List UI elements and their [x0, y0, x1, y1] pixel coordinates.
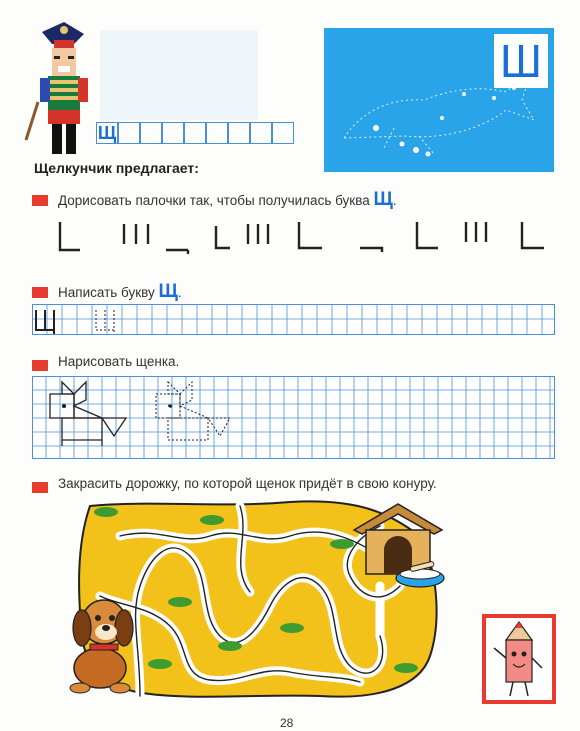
task-4-text: [58, 476, 437, 491]
task-1-suffix: .: [392, 193, 397, 208]
nutcracker-illustration: [24, 22, 104, 162]
letter-box-empty[interactable]: [162, 122, 184, 144]
puppy-icon: [60, 584, 140, 696]
nutcracker-icon: [24, 22, 104, 162]
pencil-character-icon: [486, 618, 552, 700]
task-2-letter: Щ: [158, 281, 178, 302]
letter-box-empty[interactable]: [140, 122, 162, 144]
task-marker: [32, 360, 48, 371]
puppy-drawing-grid[interactable]: [32, 376, 556, 460]
strokes-exercise[interactable]: [54, 218, 554, 254]
letter-box-row: [96, 122, 294, 146]
page-subtitle: Щелкунчик предлагает:: [34, 160, 199, 176]
letter-card: [324, 28, 554, 172]
task-2-suffix: .: [177, 285, 182, 300]
task-marker: [32, 287, 48, 298]
letter-sample: Щ: [97, 122, 117, 143]
letter-box-empty[interactable]: [250, 122, 272, 144]
card-letter: Ш: [499, 35, 543, 87]
letter-box-empty[interactable]: [184, 122, 206, 144]
task-marker: [32, 482, 48, 493]
letter-box-empty[interactable]: [118, 122, 140, 144]
task-2-text: [58, 281, 182, 303]
task-3-label: Нарисовать щенка.: [58, 354, 180, 369]
task-1-letter: Щ: [373, 189, 393, 210]
task-marker: [32, 195, 48, 206]
letter-box-empty[interactable]: [206, 122, 228, 144]
letter-box-first: [96, 122, 118, 144]
card-letter-box: [494, 34, 548, 88]
letter-box-empty[interactable]: [272, 122, 294, 144]
page-number: 28: [280, 716, 294, 730]
letter-writing-grid[interactable]: [32, 304, 556, 340]
task-1-label: Дорисовать палочки так, чтобы получилась буква: [58, 193, 370, 208]
bowl-with-bone-icon: [392, 556, 448, 590]
pencil-card: [482, 614, 556, 704]
task-4-label: Закрасить дорожку, по которой щенок придёт в свою конуру.: [58, 476, 437, 491]
writing-panel: [100, 30, 258, 120]
letter-box-empty[interactable]: [228, 122, 250, 144]
task-1-text: [58, 189, 397, 211]
task-3-text: [58, 354, 179, 369]
task-2-label: Написать букву: [58, 285, 155, 300]
